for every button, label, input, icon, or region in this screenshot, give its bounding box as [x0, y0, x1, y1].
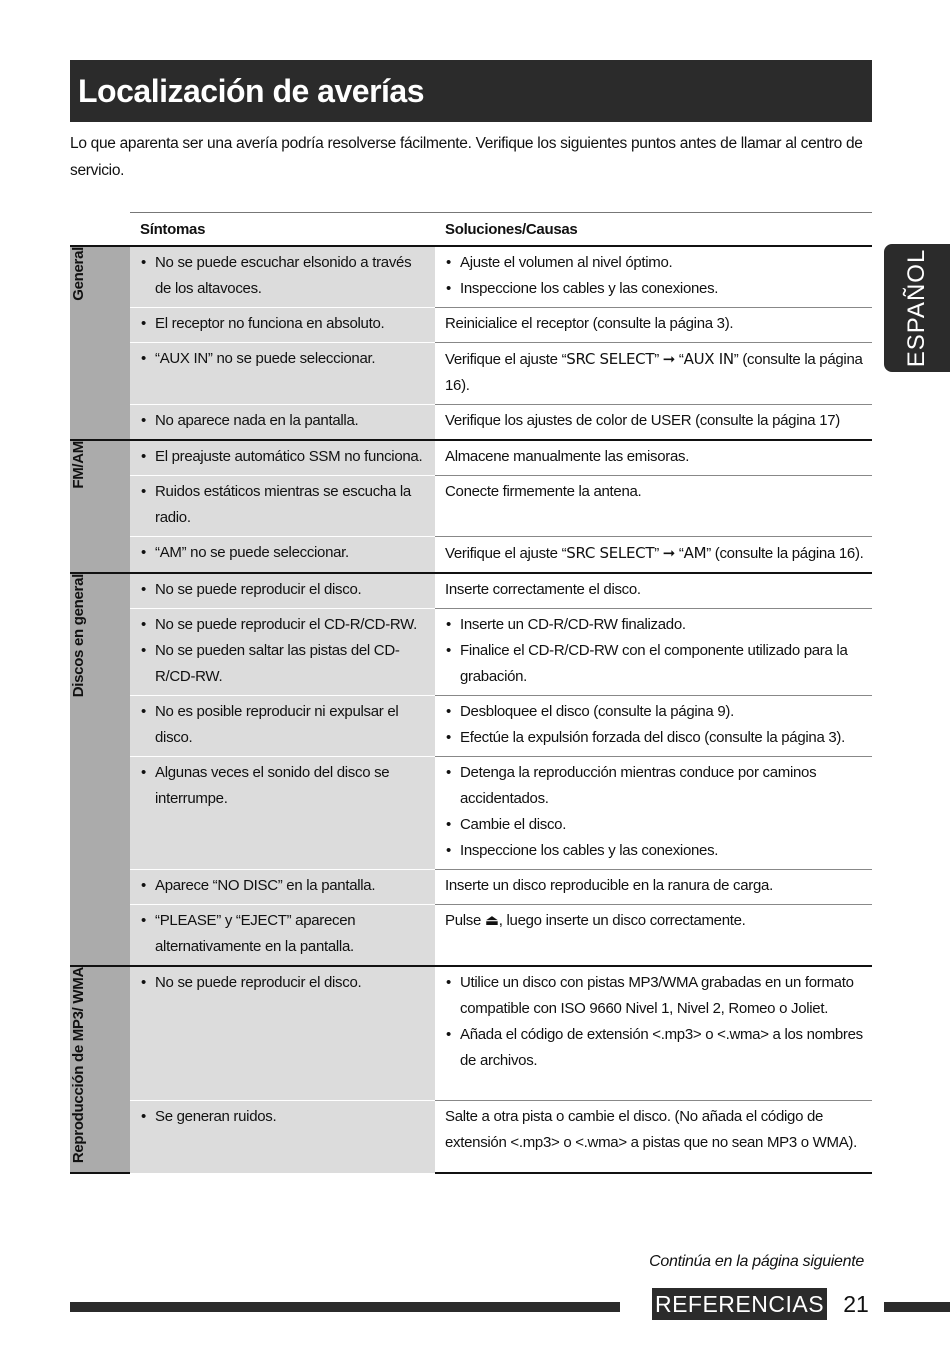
solution-cell: [435, 905, 872, 967]
solution-text: [445, 908, 864, 934]
solution-text-part: ” (consulte la página 16).: [445, 351, 863, 394]
page-number: 21: [843, 1291, 869, 1317]
solution-text: [445, 540, 864, 567]
category-cell: [70, 573, 130, 966]
symptom-item: • No se puede reproducir el CD-R/CD-RW.: [140, 612, 427, 638]
symptom-cell: [130, 573, 435, 609]
solution-text-part: ” (consulte la página 16).: [706, 545, 864, 562]
solution-cell: [435, 1100, 872, 1173]
solution-cell: [435, 246, 872, 308]
category-label: Discos en general: [70, 574, 87, 698]
solution-cell: [435, 476, 872, 537]
solution-item: • Finalice el CD-R/CD-RW con el componente utilizado para la grabación.: [445, 638, 864, 690]
solution-text: Salte a otra pista o cambie el disco. (No añada el código de extensión <.mp3> o <.wma> a pistas que no sean MP3 o WMA).: [445, 1107, 857, 1151]
symptom-item: • “AUX IN” no se puede seleccionar.: [140, 346, 427, 372]
category-label: General: [70, 247, 87, 301]
symptom-cell: [130, 537, 435, 574]
solution-cell: [435, 537, 872, 574]
symptom-cell: [130, 440, 435, 476]
solution-text: Almacene manualmente las emisoras.: [445, 448, 690, 465]
category-label: FM/AM: [70, 441, 87, 489]
symptom-item: • “PLEASE” y “EJECT” aparecen alternativamente en la pantalla.: [140, 908, 427, 960]
solution-text-part: AUX IN: [683, 350, 734, 368]
footer-bar-left: [70, 1302, 620, 1312]
eject-icon: ⏏: [484, 912, 499, 929]
solution-text-part: SRC SELECT: [566, 544, 655, 562]
troubleshooting-table: [70, 212, 872, 1174]
symptom-item: • No se puede escuchar elsonido a través de los altavoces.: [140, 250, 427, 302]
solution-item: • Utilice un disco con pistas MP3/WMA grabadas en un formato compatible con ISO 9660 Nivel 1, Nivel 2, Romeo o Joliet.: [445, 970, 864, 1022]
category-cell: [70, 966, 130, 1173]
solution-cell: [435, 440, 872, 476]
language-tab: [884, 244, 950, 372]
symptom-item: • No se pueden saltar las pistas del CD-R/CD-RW.: [140, 638, 427, 690]
solution-cell: [435, 696, 872, 757]
symptom-cell: [130, 343, 435, 405]
category-label: Reproducción de MP3/ WMA: [70, 967, 87, 1164]
continue-note: Continúa en la página siguiente: [649, 1253, 864, 1270]
language-tab-label: ESPAÑOL: [903, 248, 930, 368]
header-solutions: Soluciones/Causas: [435, 213, 872, 247]
table-row: [70, 870, 872, 905]
solution-text: Inserte un disco reproducible en la ranura de carga.: [445, 877, 773, 894]
solution-item: • Ajuste el volumen al nivel óptimo.: [445, 250, 864, 276]
symptom-item: • Algunas veces el sonido del disco se interrumpe.: [140, 760, 427, 812]
table-row: [70, 573, 872, 609]
symptom-item: • Se generan ruidos.: [140, 1104, 427, 1130]
symptom-item: • No es posible reproducir ni expulsar el disco.: [140, 699, 427, 751]
symptom-item: • El preajuste automático SSM no funciona.: [140, 444, 427, 470]
category-cell: [70, 246, 130, 440]
solution-text: Conecte firmemente la antena.: [445, 483, 642, 500]
solution-text-part: ” ➞ “: [654, 545, 684, 562]
table-row: [70, 537, 872, 574]
table-row: [70, 405, 872, 441]
symptom-cell: [130, 870, 435, 905]
solution-item: • Inserte un CD-R/CD-RW finalizado.: [445, 612, 864, 638]
symptom-cell: [130, 405, 435, 441]
table-row: [70, 440, 872, 476]
table-row: [70, 757, 872, 870]
page-title: Localización de averías: [70, 60, 872, 122]
symptom-item: • No se puede reproducir el disco.: [140, 970, 427, 996]
solution-text-part: , luego inserte un disco correctamente.: [498, 912, 746, 929]
symptom-cell: [130, 1100, 435, 1173]
solution-text-part: Pulse: [445, 912, 485, 929]
solution-text: Reinicialice el receptor (consulte la página 3).: [445, 315, 734, 332]
symptom-item: • “AM” no se puede seleccionar.: [140, 540, 427, 566]
symptom-item: • Ruidos estáticos mientras se escucha la radio.: [140, 479, 427, 531]
header-blank: [70, 213, 130, 247]
solution-item: • Añada el código de extensión <.mp3> o <.wma> a los nombres de archivos.: [445, 1022, 864, 1074]
symptom-cell: [130, 757, 435, 870]
symptom-cell: [130, 696, 435, 757]
solution-item: • Desbloquee el disco (consulte la página 9).: [445, 699, 864, 725]
solution-text: [445, 346, 864, 399]
category-cell: [70, 440, 130, 573]
solution-cell: [435, 870, 872, 905]
table-row: [70, 246, 872, 308]
table-row: [70, 1100, 872, 1173]
solution-cell: [435, 343, 872, 405]
solution-text-part: Verifique el ajuste “: [445, 351, 567, 368]
solution-item: • Efectúe la expulsión forzada del disco (consulte la página 3).: [445, 725, 864, 751]
symptom-item: • No se puede reproducir el disco.: [140, 577, 427, 603]
symptom-cell: [130, 966, 435, 1100]
footer-bar-right: [884, 1302, 950, 1312]
table-row: [70, 308, 872, 343]
solution-text: Verifique los ajustes de color de USER (consulte la página 17): [445, 412, 840, 429]
solution-cell: [435, 757, 872, 870]
symptom-item: • El receptor no funciona en absoluto.: [140, 311, 427, 337]
section-label: REFERENCIAS: [652, 1288, 827, 1320]
table-row: [70, 609, 872, 696]
solution-text-part: AM: [683, 544, 707, 562]
symptom-item: • No aparece nada en la pantalla.: [140, 408, 427, 434]
table-row: [70, 966, 872, 1100]
symptom-cell: [130, 609, 435, 696]
symptom-cell: [130, 905, 435, 967]
header-symptoms: Síntomas: [130, 213, 435, 247]
solution-text: Inserte correctamente el disco.: [445, 581, 641, 598]
intro-paragraph: Lo que aparenta ser una avería podría resolverse fácilmente. Verifique los siguientes puntos antes de llamar al centro de servicio.: [70, 135, 863, 179]
solution-cell: [435, 405, 872, 441]
solution-cell: [435, 966, 872, 1100]
symptom-cell: [130, 246, 435, 308]
table-row: [70, 343, 872, 405]
table-row: [70, 476, 872, 537]
solution-text-part: ” ➞ “: [654, 351, 684, 368]
solution-item: • Inspeccione los cables y las conexiones.: [445, 276, 864, 302]
solution-cell: [435, 609, 872, 696]
solution-text-part: SRC SELECT: [566, 350, 655, 368]
solution-cell: [435, 308, 872, 343]
symptom-cell: [130, 476, 435, 537]
table-row: [70, 696, 872, 757]
symptom-item: • Aparece “NO DISC” en la pantalla.: [140, 873, 427, 899]
solution-item: • Detenga la reproducción mientras conduce por caminos accidentados.: [445, 760, 864, 812]
symptom-cell: [130, 308, 435, 343]
solution-cell: [435, 573, 872, 609]
solution-item: • Cambie el disco.: [445, 812, 864, 838]
solution-item: • Inspeccione los cables y las conexiones.: [445, 838, 864, 864]
solution-text-part: Verifique el ajuste “: [445, 545, 567, 562]
table-row: [70, 905, 872, 967]
